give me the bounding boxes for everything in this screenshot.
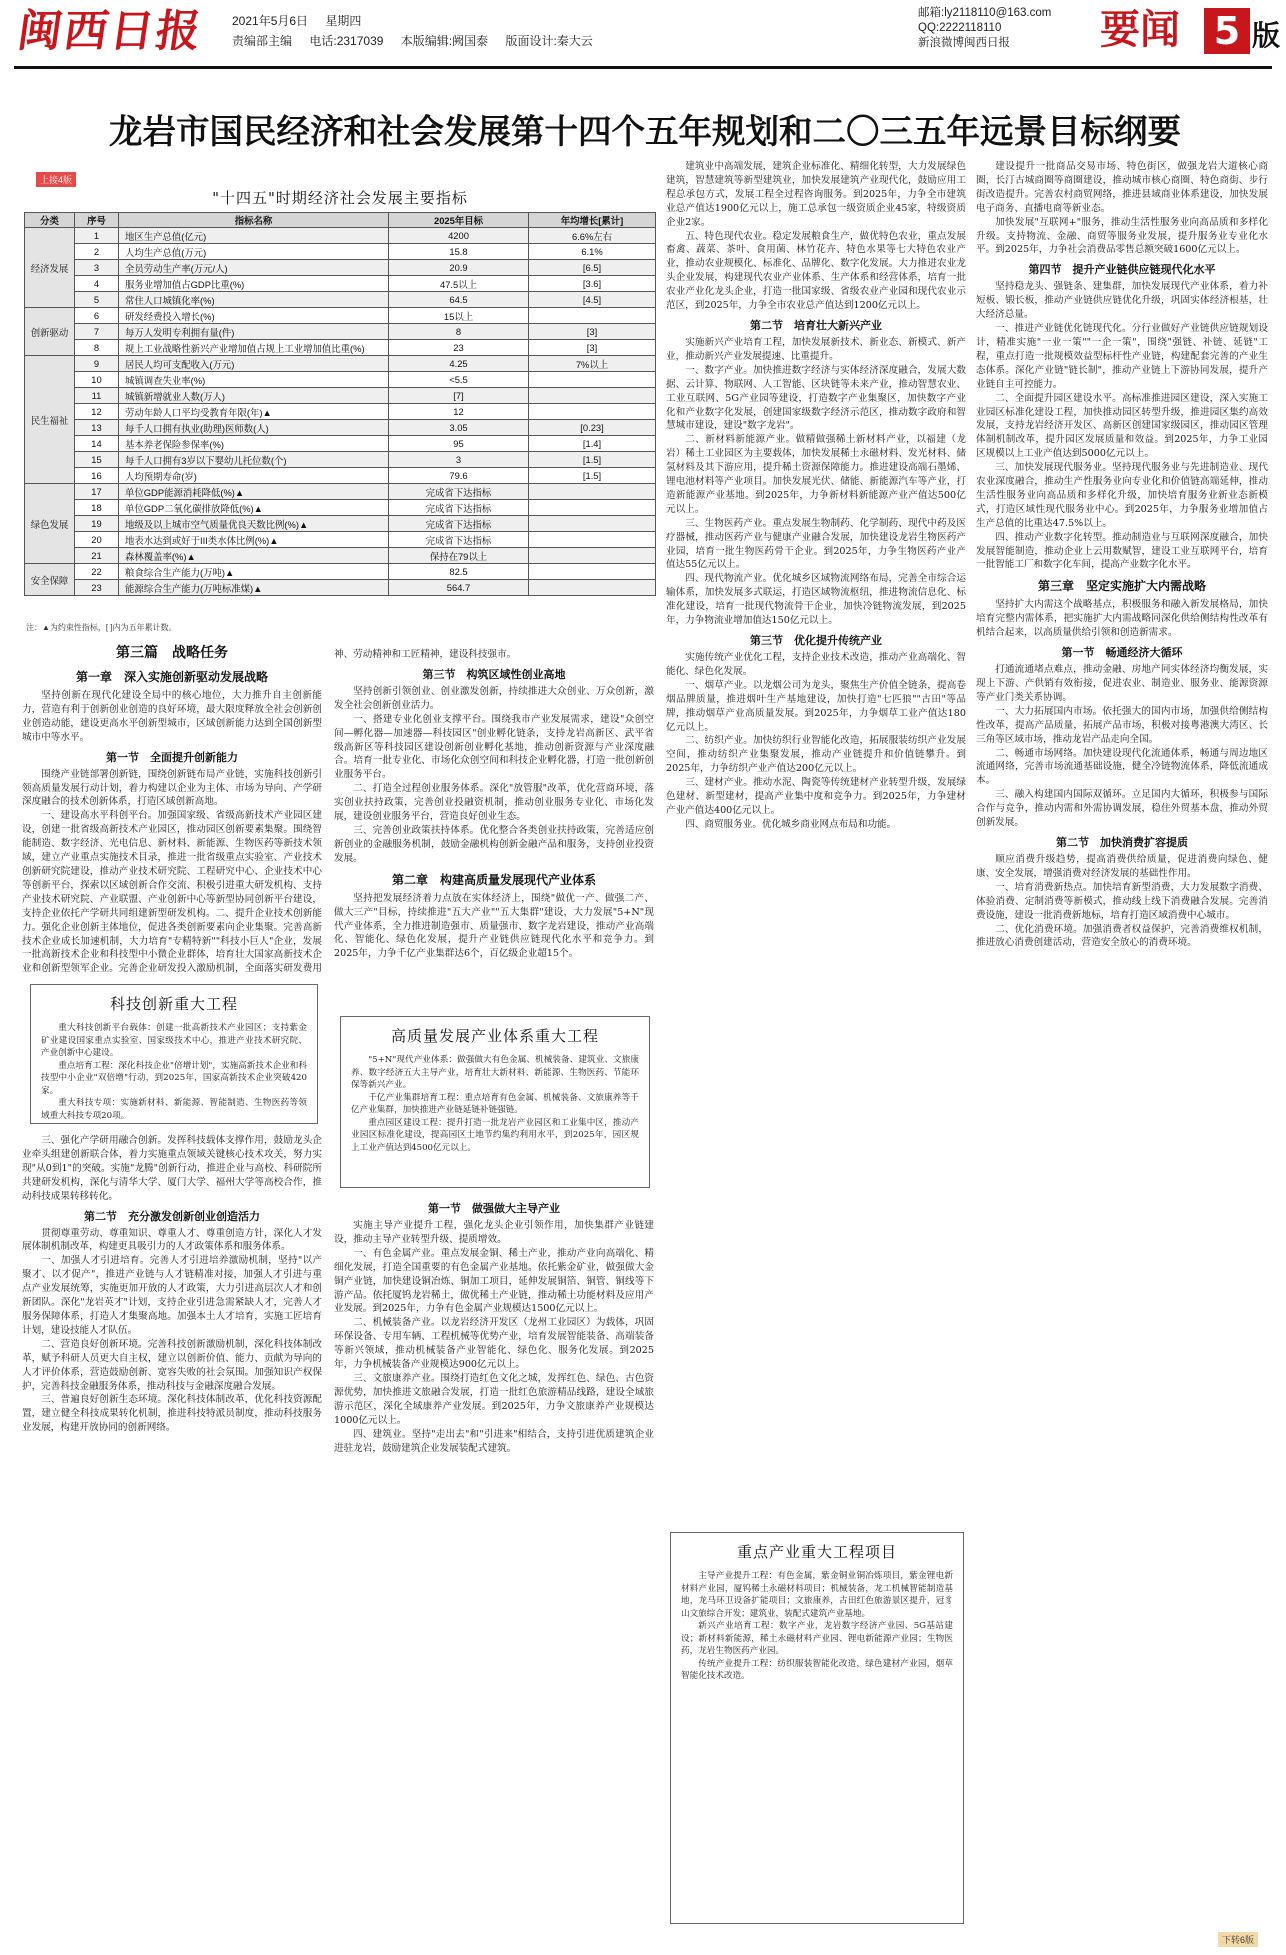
indicator-name-cell: 研发经费投入增长(%) bbox=[119, 308, 389, 324]
row-number-cell: 6 bbox=[75, 308, 119, 324]
growth-cell: 7%以上 bbox=[529, 356, 656, 372]
category-cell: 民生福祉 bbox=[25, 356, 75, 484]
target-cell: 20.9 bbox=[389, 260, 529, 276]
table-row bbox=[25, 436, 656, 452]
growth-cell: 6.6%左右 bbox=[529, 228, 656, 244]
table-header: 指标名称 bbox=[119, 213, 389, 228]
target-cell: 82.5 bbox=[389, 564, 529, 580]
table-header: 序号 bbox=[75, 213, 119, 228]
paragraph: 二、打造全过程创业服务体系。深化"放管服"改革，优化营商环境，落实创业扶持政策，完善创业投融资机制，推动创业服务专业化、市场化发展，建设创业服务平台，营造良好创业生态。 bbox=[334, 783, 654, 823]
table-header-row bbox=[25, 213, 656, 228]
masthead-rule bbox=[14, 66, 1272, 69]
growth-cell bbox=[529, 500, 656, 516]
table-row bbox=[25, 276, 656, 292]
box-paragraph: 主导产业提升工程：有色金属，紫金铜业铜冶炼项目，紫金锂电新材料产业园，厦钨稀土永磁材料项目；机械装备，龙工机械智能制造基地，龙马环卫设备扩能项目；文旅康养，古田红色旅游景区提升，冠豸山文旅综合开发；建筑业，装配式建筑产业基地。 bbox=[681, 1571, 953, 1619]
growth-cell bbox=[529, 580, 656, 596]
table-row bbox=[25, 372, 656, 388]
growth-cell bbox=[529, 388, 656, 404]
table-row bbox=[25, 324, 656, 340]
column-1-bottom bbox=[22, 1134, 322, 1924]
industry-system-box bbox=[340, 1016, 650, 1188]
row-number-cell: 8 bbox=[75, 340, 119, 356]
paragraph: 实施新兴产业培育工程，加快发展新技术、新业态、新模式、新产业，推动新兴产业发展提速、比重提升。 bbox=[666, 336, 966, 362]
section-heading: 第二节 加快消费扩容提质 bbox=[1056, 835, 1188, 849]
indicator-name-cell: 单位GDP能源消耗降低(%)▲ bbox=[119, 484, 389, 500]
growth-cell bbox=[529, 564, 656, 580]
column-3-top bbox=[666, 160, 966, 1522]
table-row bbox=[25, 516, 656, 532]
indicator-name-cell: 单位GDP二氧化碳排放降低(%)▲ bbox=[119, 500, 389, 516]
table-row bbox=[25, 548, 656, 564]
indicator-name-cell: 劳动年龄人口平均受教育年限(年)▲ bbox=[119, 404, 389, 420]
indicator-name-cell: 每千人口拥有执业(助理)医师数(人) bbox=[119, 420, 389, 436]
growth-cell: [0.23] bbox=[529, 420, 656, 436]
section-heading: 第二节 充分激发创新创业创造活力 bbox=[84, 1209, 260, 1223]
indicator-table bbox=[24, 212, 656, 596]
indicator-name-cell: 地表水达到或好于III类水体比例(%)▲ bbox=[119, 532, 389, 548]
indicator-name-cell: 规上工业战略性新兴产业增加值占规上工业增加值比重(%) bbox=[119, 340, 389, 356]
growth-cell bbox=[529, 532, 656, 548]
table-header: 分类 bbox=[25, 213, 75, 228]
target-cell: [7] bbox=[389, 388, 529, 404]
paragraph: 贯彻尊重劳动、尊重知识、尊重人才、尊重创造方针，深化人才发展体制机制改革，构建更具吸引力的人才政策体系和服务体系。 bbox=[22, 1227, 322, 1253]
masthead-meta-line2 bbox=[232, 32, 607, 49]
table-row bbox=[25, 404, 656, 420]
contact-qq: QQ:2222118110 bbox=[918, 22, 1002, 34]
target-cell: 12 bbox=[389, 404, 529, 420]
table-row bbox=[25, 244, 656, 260]
row-number-cell: 10 bbox=[75, 372, 119, 388]
target-cell: <5.5 bbox=[389, 372, 529, 388]
growth-cell: [1.5] bbox=[529, 468, 656, 484]
paragraph: 坚持创新引领创业、创业激发创新，持续推进大众创业、万众创新，激发全社会创新创业活力。 bbox=[334, 685, 654, 711]
indicator-name-cell: 居民人均可支配收入(万元) bbox=[119, 356, 389, 372]
section-heading: 第一节 做强做大主导产业 bbox=[428, 1202, 560, 1215]
indicator-name-cell: 每万人发明专利拥有量(件) bbox=[119, 324, 389, 340]
paragraph: 顺应消费升级趋势，提高消费供给质量，促进消费向绿色、健康、安全发展，增强消费对经济发展的基础性作用。 bbox=[976, 853, 1268, 879]
chapter-heading: 第一章 深入实施创新驱动发展战略 bbox=[75, 670, 268, 684]
paragraph: 建设提升一批商品交易市场、特色街区，做强龙岩大道核心商圈，长汀古城商圈等商圈建设，推动城市核心商圈、特色商街、步行街改造提升。完善农村商贸网络，推进县域商业体系建设，加快发展电子商务、直播电商等新业态。 bbox=[976, 161, 1268, 214]
target-cell: 8 bbox=[389, 324, 529, 340]
target-cell: 完成省下达指标 bbox=[389, 500, 529, 516]
column-4 bbox=[976, 160, 1268, 1928]
table-header: 2025年目标 bbox=[389, 213, 529, 228]
target-cell: 23 bbox=[389, 340, 529, 356]
chapter-heading: 第三章 坚定实施扩大内需战略 bbox=[1037, 579, 1206, 594]
target-cell: 3 bbox=[389, 452, 529, 468]
growth-cell: [1.4] bbox=[529, 436, 656, 452]
growth-cell bbox=[529, 404, 656, 420]
growth-cell: [4.5] bbox=[529, 292, 656, 308]
indicator-name-cell: 地区生产总值(亿元) bbox=[119, 228, 389, 244]
paragraph: 坚持把发展经济着力点放在实体经济上，围绕"做优一产、做强二产、做大三产"目标，持续推进"五大产业""五大集群"建设，大力发展"5+N"现代产业体系，全力推进制造强市、质量强市、数字龙岩建设，推动产业高端化、智能化、绿色化发展，提升产业链供应链现代化水平和竞争力。到2025年，力争千亿产业集群达6个，百亿级企业超15个。 bbox=[334, 892, 654, 960]
row-number-cell: 3 bbox=[75, 260, 119, 276]
paragraph: 三、普遍良好创新生态环境。深化科技体制改革，优化科技资源配置，建立健全科技成果转化机制，推进科技特派员制度，推动科技服务业发展，构建开放协同的创新网络。 bbox=[22, 1394, 322, 1434]
paragraph: 三、加快发展现代服务业。坚持现代服务业与先进制造业、现代农业深度融合，推动生产性服务业向专业化和价值链高端延伸，推动生活性服务业向高品质和多样化升级，加快培育服务业新业态新模式，打造区域性现代服务业中心。到2025年，力争服务业增加值占生产总值的比重达47.5%以上。 bbox=[976, 462, 1268, 529]
row-number-cell: 21 bbox=[75, 548, 119, 564]
table-row bbox=[25, 532, 656, 548]
indicator-name-cell: 基本养老保险参保率(%) bbox=[119, 436, 389, 452]
box-paragraph: 重点园区建设工程：提升打造一批龙岩产业园区和工业集中区，推动产业园区标准化建设，提高园区土地节约集约利用水平，到2025年，园区规上工业产值达到4500亿元以上。 bbox=[351, 1117, 639, 1153]
target-cell: 4200 bbox=[389, 228, 529, 244]
growth-cell: [3] bbox=[529, 324, 656, 340]
paragraph: 四、建筑业。坚持"走出去"和"引进来"相结合，支持引进优质建筑企业进驻龙岩，鼓励建筑企业发展装配式建筑。 bbox=[334, 1428, 654, 1454]
paragraph: 一、推进产业链优化链现代化。分行业做好产业链供应链规划设计，精准实施"一业一策""一企一策"，围绕"强链、补链、延链"工程，重点打造一批规模效益型标杆性产业链，构建配套完善的产业生态体系。深化产业链"链长制"，推动产业链上下游协同发展，提升产业链自主可控能力。 bbox=[976, 323, 1268, 390]
row-number-cell: 14 bbox=[75, 436, 119, 452]
growth-cell bbox=[529, 308, 656, 324]
paragraph: 二、营造良好创新环境。完善科技创新激励机制，深化科技体制改革，赋予科研人员更大自主权，建立以创新价值、能力、贡献为导向的人才评价体系，营造鼓励创新、宽容失败的社会氛围。加强知识产权保护，完善科技金融服务体系，推动科技与金融深度融合发展。 bbox=[22, 1338, 322, 1392]
continued-from-tag: 上接4版 bbox=[36, 172, 76, 187]
paragraph: 四、商贸服务业。优化城乡商业网点布局和功能。 bbox=[685, 818, 897, 830]
paragraph: 坚持创新在现代化建设全局中的核心地位，大力推升自主创新能力，营造有利于创新创业创造的良好环境，最大限度释放全社会创新创业创造动能，建设更高水平创新型城市，区域创新能力达到全国创新型城市中等水平。 bbox=[22, 690, 322, 743]
table-row bbox=[25, 500, 656, 516]
indicator-name-cell: 地级及以上城市空气质量优良天数比例(%)▲ bbox=[119, 516, 389, 532]
paragraph: 建筑业中高端发展，建筑企业标准化、精细化转型，大力发展绿色建筑，智慧建筑等新型建筑业，加快发展建筑产业现代化，鼓励应用工程总承包方式，发展工程全过程咨询服务。到2025年，力争全市建筑业总产值达1900亿元以上，施工总承包一级资质企业45家，特级资质企业2家。 bbox=[666, 161, 966, 228]
indicator-name-cell: 森林覆盖率(%)▲ bbox=[119, 548, 389, 564]
paragraph: 打通流通堵点难点，推动金融、房地产同实体经济均衡发展，实现上下游、产供销有效衔接，促进农业、制造业、服务业、能源资源等产业门类关系协调。 bbox=[976, 664, 1268, 703]
row-number-cell: 23 bbox=[75, 580, 119, 596]
table-row bbox=[25, 388, 656, 404]
section-heading: 第二节 培育壮大新兴产业 bbox=[750, 318, 882, 332]
target-cell: 4.25 bbox=[389, 356, 529, 372]
page-editor: 本版编辑:阙国泰 bbox=[400, 34, 489, 48]
target-cell: 47.5以上 bbox=[389, 276, 529, 292]
column-2-top bbox=[334, 648, 654, 1008]
paragraph: 一、培育消费新热点。加快培育新型消费，大力发展数字消费、体验消费、定制消费等新模式，推动线上线下消费融合发展。完善消费设施，建设一批消费新地标，培育打造区域消费中心城市。 bbox=[976, 881, 1268, 921]
table-row bbox=[25, 356, 656, 372]
target-cell: 564.7 bbox=[389, 580, 529, 596]
paragraph: 坚持扩大内需这个战略基点，积极服务和融入新发展格局，加快培育完整内需体系，把实施扩大内需战略同深化供给侧结构性改革有机结合起来，以高质量供给引领和创造新需求。 bbox=[976, 599, 1268, 639]
row-number-cell: 7 bbox=[75, 324, 119, 340]
table-row bbox=[25, 484, 656, 500]
category-cell: 创新驱动 bbox=[25, 308, 75, 356]
page-designer: 版面设计:秦大云 bbox=[505, 34, 593, 48]
box-paragraph: 新兴产业培育工程：数字产业，龙岩数字经济产业园、5G基站建设；新材料新能源，稀土永磁材料产业园、锂电新能源产业园；生物医药，龙岩生物医药产业园。 bbox=[681, 1621, 953, 1656]
target-cell: 15.8 bbox=[389, 244, 529, 260]
row-number-cell: 4 bbox=[75, 276, 119, 292]
table-row bbox=[25, 228, 656, 244]
paragraph: 一、大力拓展国内市场。依托强大的国内市场，加强供给侧结构性改革，提高产品质量，拓展产品市场，积极对接粤港澳大湾区、长三角等区域市场，推动龙岩产品走向全国。 bbox=[976, 705, 1268, 745]
section-heading: 第一节 全面提升创新能力 bbox=[106, 750, 238, 764]
box-paragraph: 千亿产业集群培育工程：重点培育有色金属、机械装备、文旅康养等千亿产业集群，加快推进产业链延链补链强链。 bbox=[351, 1092, 639, 1115]
box-paragraph: 重大科技创新平台载体：创建一批高新技术产业园区；支持紫金矿业建设国家重点实验室、国家级技术中心，推进产业技术研究院、产业创新中心建设。 bbox=[41, 1023, 307, 1058]
paragraph: 一、数字产业。加快推进数字经济与实体经济深度融合，发展大数据、云计算、物联网、人工智能、区块链等未来产业，推动智慧农业、工业互联网、5G产业园等建设，打造数字产业集聚区，加快数字产业化和产业数字化发展，创建国家级数字经济示范区，推动数字政府和智慧城市建设，建设"数字龙岩"。 bbox=[666, 364, 966, 432]
growth-cell bbox=[529, 484, 656, 500]
indicator-name-cell: 人均预期寿命(岁) bbox=[119, 468, 389, 484]
row-number-cell: 1 bbox=[75, 228, 119, 244]
paragraph: 三、生物医药产业。重点发展生物制药、化学制药、现代中药及医疗器械，推动医药产业与健康产业融合发展，加快建设龙岩生物医药产业园，培育一批生物医药骨干企业。到2025年，力争生物医药产业产值达55亿元以上。 bbox=[666, 517, 966, 571]
part-heading: 第三篇 战略任务 bbox=[116, 645, 228, 661]
target-cell: 79.6 bbox=[389, 468, 529, 484]
row-number-cell: 2 bbox=[75, 244, 119, 260]
target-cell: 保持在79以上 bbox=[389, 548, 529, 564]
table-row bbox=[25, 452, 656, 468]
paragraph: 三、文旅康养产业。围绕打造红色文化之城，发挥红色、绿色、古色资源优势，加快推进文旅融合发展，打造一批红色旅游精品线路，建设全域旅游示范区，深化全域康养产业发展。到2025年，力争文旅康养产业规模达1000亿元以上。 bbox=[334, 1372, 654, 1426]
masthead-meta-line1 bbox=[232, 12, 375, 29]
editor-dept: 责编部主编 bbox=[232, 34, 293, 48]
section-name: 要闻 bbox=[1100, 7, 1180, 53]
growth-cell: [3.6] bbox=[529, 276, 656, 292]
box-title: 重点产业重大工程项目 bbox=[736, 1543, 897, 1561]
paragraph: 围绕产业链部署创新链，围绕创新链布局产业链，实施科技创新引领高质量发展行动计划，着力构建以企业为主体、市场为导向、产学研深度融合的技术创新体系，打造区域创新高地。 bbox=[22, 768, 322, 808]
paragraph: 三、融入构建国内国际双循环。立足国内大循环，积极参与国际合作与竞争，推动内需和外需协调发展，稳住外贸基本盘，推动外贸创新发展。 bbox=[976, 789, 1268, 829]
box-title: 高质量发展产业体系重大工程 bbox=[390, 1027, 599, 1045]
target-cell: 64.5 bbox=[389, 292, 529, 308]
table-row bbox=[25, 420, 656, 436]
row-number-cell: 12 bbox=[75, 404, 119, 420]
paragraph: 神、劳动精神和工匠精神，建设科技强市。 bbox=[334, 649, 517, 660]
editor-phone: 电话:2317039 bbox=[309, 34, 384, 48]
table-row bbox=[25, 564, 656, 580]
indicator-name-cell: 城镇新增就业人数(万人) bbox=[119, 388, 389, 404]
paragraph: 二、全面提升园区建设水平。高标准推进园区建设，深入实施工业园区标准化建设工程，加快推动园区转型升级，推进园区集约高效发展，支持龙岩经济开发区、高新区创建国家级园区，推动园区管理体制机制改革，提升园区发展质量和效益。到2025年，力争工业园区规模以上工业产值达到5000亿元以上。 bbox=[976, 392, 1268, 460]
table-row bbox=[25, 292, 656, 308]
paragraph: 一、有色金属产业。重点发展金铜、稀土产业，推动产业向高端化、精细化发展，打造全国重要的有色金属产业基地。依托紫金矿业，做强做大金铜产业链，加快建设铜冶炼、铜加工项目，延伸发展铜箔、铜管、铜线等下游产品。依托厦钨龙岩稀土，做优稀土产业链，推动稀土功能材料及应用产业发展。到2025年，力争有色金属产业规模达1500亿元以上。 bbox=[334, 1247, 654, 1315]
newspaper-logo: 闽西日报 bbox=[14, 6, 206, 57]
row-number-cell: 11 bbox=[75, 388, 119, 404]
target-cell: 95 bbox=[389, 436, 529, 452]
section-heading: 第一节 畅通经济大循环 bbox=[1061, 646, 1183, 660]
chapter-heading: 第二章 构建高质量发展现代产业体系 bbox=[391, 872, 596, 887]
key-projects-box bbox=[670, 1532, 964, 1924]
paragraph: 四、推动产业数字化转型。推动制造业与互联网深度融合，加快发展智能制造，推动企业上云用数赋智，建设工业互联网平台，培育一批智能工厂和数字化车间，提高产业数字化水平。 bbox=[976, 531, 1268, 571]
box-paragraph: 传统产业提升工程：纺织服装智能化改造，绿色建材产业园，烟草智能化技术改造。 bbox=[681, 1658, 953, 1681]
target-cell: 完成省下达指标 bbox=[389, 484, 529, 500]
category-cell: 经济发展 bbox=[25, 228, 75, 308]
target-cell: 完成省下达指标 bbox=[389, 516, 529, 532]
table-title: "十四五"时期经济社会发展主要指标 bbox=[212, 189, 468, 207]
table-row bbox=[25, 308, 656, 324]
row-number-cell: 19 bbox=[75, 516, 119, 532]
indicator-name-cell: 常住人口城镇化率(%) bbox=[119, 292, 389, 308]
sci-tech-box bbox=[30, 984, 318, 1124]
indicator-name-cell: 服务业增加值占GDP比重(%) bbox=[119, 276, 389, 292]
paragraph: 一、建设高水平科创平台。加强国家级、省级高新技术产业园区建设，创建一批省级高新技术产业园区，推动园区创新要素集聚。围绕智能制造、数字经济、光电信息、新材料、新能源、生物医药等新技术领域，建立产业重点实施技术目录，推进一批省级重点实验室、产业技术创新研究院建设，推动产业技术研究院、工程研究中心、企业技术中心等创新平台，探索以区域创新合作交流、积极引进重大研发机构、支持产业技术研究院、产业联盟、产业创新中心等新型协同创新平台建设，支持企业依托产学研共同组建新型研发机构。二、提升企业技术创新能力。强化企业创新主体地位，促进各类创新要素向企业集聚。完善高新技术企业成长加速机制，大力培育"专精特新""科技小巨人"企业，发展一批高新技术企业和科技型中小微企业群体，培育壮大国家高新技术企业和创新型领军企业。完善企业研发投入激励机制，全面落实研发费用 bbox=[22, 810, 322, 975]
row-number-cell: 18 bbox=[75, 500, 119, 516]
growth-cell: 6.1% bbox=[529, 244, 656, 260]
target-cell: 3.05 bbox=[389, 420, 529, 436]
paragraph: 五、特色现代农业。稳定发展粮食生产，做优特色农业，重点发展畜禽、蔬菜、茶叶、食用菌、林竹花卉、特色水果等七大特色农业产业，推动农业规模化、标准化、品牌化、数字化发展。大力推进农业龙头企业发展，构建现代农业产业体系、生产体系和经营体系，培育一批农业产业化龙头企业，打造一批国家级、省级农业产业园和现代农业示范区，到2025年，力争全市农业总产值达到1200亿元以上。 bbox=[666, 230, 966, 312]
row-number-cell: 20 bbox=[75, 532, 119, 548]
table-row bbox=[25, 340, 656, 356]
indicator-name-cell: 全员劳动生产率(万元/人) bbox=[119, 260, 389, 276]
issue-date: 2021年5月6日 bbox=[232, 14, 309, 28]
box-paragraph: 重大科技专项：实施新材料、新能源、智能制造、生物医药等领域重大科技专项20项。 bbox=[41, 1098, 307, 1121]
target-cell: 15以上 bbox=[389, 308, 529, 324]
category-cell: 绿色发展 bbox=[25, 484, 75, 564]
paragraph: 三、完善创业政策扶持体系。优化整合各类创业扶持政策，完善适应创新创业的金融服务机制，鼓励金融机构创新金融产品和服务，支持创业投资发展。 bbox=[334, 824, 654, 864]
row-number-cell: 15 bbox=[75, 452, 119, 468]
contact-email: 邮箱:ly2118110@163.com bbox=[918, 7, 1052, 19]
box-paragraph: "5+N"现代产业体系：做强做大有色金属、机械装备、建筑业、文旅康养、数字经济五大主导产业，培育壮大新材料、新能源、生物医药、节能环保等新兴产业。 bbox=[351, 1055, 639, 1090]
indicator-name-cell: 每千人口拥有3岁以下婴幼儿托位数(个) bbox=[119, 452, 389, 468]
growth-cell: [1.5] bbox=[529, 452, 656, 468]
box-title: 科技创新重大工程 bbox=[109, 995, 238, 1013]
category-cell: 安全保障 bbox=[25, 564, 75, 596]
section-heading: 第四节 提升产业链供应链现代化水平 bbox=[1028, 263, 1216, 277]
contact-weibo: 新浪微博闽西日报 bbox=[918, 37, 1010, 49]
table-header: 年均增长[累计] bbox=[529, 213, 656, 228]
indicator-name-cell: 城镇调查失业率(%) bbox=[119, 372, 389, 388]
growth-cell bbox=[529, 516, 656, 532]
paragraph: 实施传统产业优化工程，支持企业技术改造，推动产业高端化、智能化、绿色化发展。 bbox=[666, 652, 966, 677]
row-number-cell: 22 bbox=[75, 564, 119, 580]
page-ban-label: 版 bbox=[1252, 19, 1281, 52]
section-heading: 第三节 优化提升传统产业 bbox=[750, 634, 882, 647]
paragraph: 一、搭建专业化创业支撑平台。围绕我市产业发展需求，建设"众创空间—孵化器—加速器—科技园区"创业孵化链条，支持龙岩高新区、武平省级高新区等科技园区建设创新创业孵化基地，推动创新资源与产业深度融合。培育一批专业化、市场化众创空间和科技企业孵化器，打造一批创新创业服务平台。 bbox=[334, 713, 654, 781]
column-2-bottom bbox=[334, 1196, 654, 1926]
paragraph: 实施主导产业提升工程，强化龙头企业引领作用，加快集群产业链建设，推动主导产业转型升级、提质增效。 bbox=[334, 1220, 654, 1245]
table-note: 注：▲为约束性指标，[ ]内为五年累计数。 bbox=[26, 623, 177, 632]
section-heading: 第三节 构筑区域性创业高地 bbox=[422, 667, 566, 681]
paragraph: 一、加强人才引进培育。完善人才引进培养激励机制，坚持"以产聚才、以才促产"，推进产业链与人才链精准对接，加强人才引进与重点产业发展统筹，实施更加开放的人才政策，大力引进高层次人才和创新团队。深化"龙岩英才"计划，支持企业引进急需紧缺人才，完善人才服务保障体系，打造人才集聚高地。加强本土人才培育，实施工匠培育计划，建设技能人才队伍。 bbox=[22, 1255, 322, 1336]
paragraph: 二、畅通市场网络。加快建设现代化流通体系，畅通与周边地区流通网络，完善市场流通基础设施，健全冷链物流体系，降低流通成本。 bbox=[976, 747, 1268, 787]
issue-weekday: 星期四 bbox=[325, 14, 362, 28]
growth-cell bbox=[529, 372, 656, 388]
row-number-cell: 13 bbox=[75, 420, 119, 436]
growth-cell bbox=[529, 548, 656, 564]
paragraph: 加快发展"互联网+"服务，推动生活性服务业向高品质和多样化升级。支持物流、金融、商贸等服务业发展，提升服务业专业化水平。到2025年，力争社会消费品零售总额突破1600亿元以上。 bbox=[976, 216, 1268, 256]
target-cell: 完成省下达指标 bbox=[389, 532, 529, 548]
row-number-cell: 17 bbox=[75, 484, 119, 500]
page-number: 5 bbox=[1204, 8, 1250, 54]
main-headline: 龙岩市国民经济和社会发展第十四个五年规划和二〇三五年远景目标纲要 bbox=[109, 112, 1181, 151]
paragraph: 坚持稳龙头、强链条、建集群，加快发展现代产业体系，着力补短板、锻长板，推动产业链供应链优化升级，巩固实体经济根基，壮大经济总量。 bbox=[976, 281, 1268, 321]
indicator-name-cell: 人均生产总值(万元) bbox=[119, 244, 389, 260]
indicator-name-cell: 粮食综合生产能力(万吨)▲ bbox=[119, 564, 389, 580]
paragraph: 二、机械装备产业。以龙岩经济开发区（龙州工业园区）为载体，巩固环保设备、专用车辆、工程机械等优势产业，培育发展智能装备、高端装备等新兴领域，推动机械装备产业智能化、绿色化、服务化发展。到2025年，力争机械装备产业规模达900亿元以上。 bbox=[334, 1317, 654, 1371]
table-row bbox=[25, 468, 656, 484]
masthead bbox=[0, 0, 1286, 66]
row-number-cell: 16 bbox=[75, 468, 119, 484]
paragraph: 三、强化产学研用融合创新。发挥科技载体支撑作用，鼓励龙头企业牵头组建创新联合体，着力实施重点领域关键核心技术攻关，努力实现"从0到1"的突破。实施"龙腾"创新行动，推进企业与高校、科研院所共建研发机构，深化与清华大学、厦门大学、福州大学等高校合作，推动科技成果转移转化。 bbox=[22, 1135, 322, 1202]
indicator-name-cell: 能源综合生产能力(万吨标准煤)▲ bbox=[119, 580, 389, 596]
box-paragraph: 重点培育工程：深化科技企业"倍增计划"，实施高新技术企业和科技型中小企业"双倍增"行动，到2025年，国家高新技术企业突破420家。 bbox=[41, 1060, 307, 1096]
table-row bbox=[25, 260, 656, 276]
paragraph: 三、建材产业。推动水泥、陶瓷等传统建材产业转型升级，发展绿色建材、新型建材，提高产业集中度和竞争力。到2025年，力争建材产业产值达400亿元以上。 bbox=[666, 777, 966, 816]
row-number-cell: 9 bbox=[75, 356, 119, 372]
continued-to-tag: 下转6版 bbox=[1218, 1932, 1258, 1947]
paragraph: 一、烟草产业。以龙烟公司为龙头，聚焦生产价值全链条，提高卷烟品牌质量，推进烟叶生产基地建设，加快打造"七匹狼""古田"等品牌，推动烟草产业高质量发展。到2025年，力争烟草工业产值达180亿元以上。 bbox=[666, 679, 966, 733]
masthead-contact bbox=[918, 6, 1051, 51]
paragraph: 四、现代物流产业。优化城乡区域物流网络布局，完善全市综合运输体系，加快发展多式联运，打造区域物流枢纽，推进物流信息化、标准化建设，培育一批现代物流骨干企业，加快冷链物流发展，到2025年，力争物流业增加值达150亿元以上。 bbox=[666, 573, 966, 627]
column-1-top bbox=[22, 636, 322, 976]
paragraph: 二、新材料新能源产业。做精做强稀土新材料产业，以福建（龙岩）稀土工业园区为主要载体，加快发展稀土永磁材料、发光材料、储氢材料及其下游应用，提升稀土资源保障能力。推进建设高端石墨烯、锂电池材料等产业项目。加快发展光伏、储能、新能源汽车等产业，打造新能源产业基地。到2025年，力争新材料新能源产业产值达500亿元以上。 bbox=[666, 434, 966, 515]
table-row bbox=[25, 580, 656, 596]
paragraph: 二、纺织产业。加快纺织行业智能化改造，拓展服装纺织产业发展空间，推动纺织产业集聚发展，推动产业链提升和价值链攀升。到2025年，力争纺织产业产值达200亿元以上。 bbox=[666, 735, 966, 775]
growth-cell: [3] bbox=[529, 340, 656, 356]
row-number-cell: 5 bbox=[75, 292, 119, 308]
growth-cell: [6.5] bbox=[529, 260, 656, 276]
paragraph: 二、优化消费环境。加强消费者权益保护，完善消费维权机制，推进放心消费创建活动，营造安全放心的消费环境。 bbox=[976, 923, 1268, 949]
